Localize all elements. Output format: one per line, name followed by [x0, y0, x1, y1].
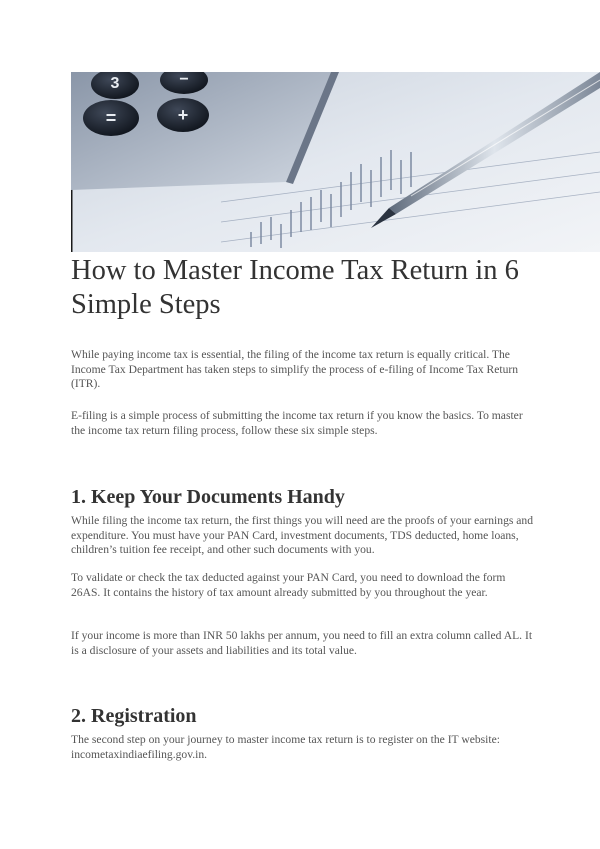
section-heading-registration: 2. Registration [71, 705, 197, 727]
calculator-key-minus: − [179, 72, 189, 88]
section-1-paragraph-2: To validate or check the tax deducted against your PAN Card, you need to download the form 26AS. It contains the history of tax amount already submitted by you throughout the year. [71, 571, 506, 599]
calculator-key-plus: + [177, 105, 189, 125]
intro-paragraph-2: E-filing is a simple process of submitting the income tax return if you know the basics. To master the income tax return filing process, follow these six simple steps. [71, 409, 523, 437]
section-2-paragraph-1: The second step on your journey to master income tax return is to register on the IT website: incometaxindiaefiling.gov.in. [71, 733, 500, 761]
hero-image [71, 72, 600, 252]
calculator-key-3: 3 [110, 75, 120, 92]
intro-paragraph-1: While paying income tax is essential, the filing of the income tax return is equally critical. The Income Tax Department has taken steps to simplify the process of e-filing of Income Tax Return (ITR). [71, 348, 519, 390]
calculator-key-equals: = [105, 108, 117, 128]
section-1-paragraph-3: If your income is more than INR 50 lakhs per annum, you need to fill an extra column called AL. It is a disclosure of your assets and liabilities and its total value. [71, 629, 533, 657]
section-1-paragraph-1: While filing the income tax return, the first things you will need are the proofs of your earnings and expenditure. You must have your PAN Card, investment documents, TDS deducted, home loans, children’s tuition fee receipt, and other such documents with you. [71, 514, 534, 556]
section-heading-documents: 1. Keep Your Documents Handy [71, 486, 345, 508]
article-title: How to Master Income Tax Return in 6 Simple Steps [71, 255, 519, 320]
